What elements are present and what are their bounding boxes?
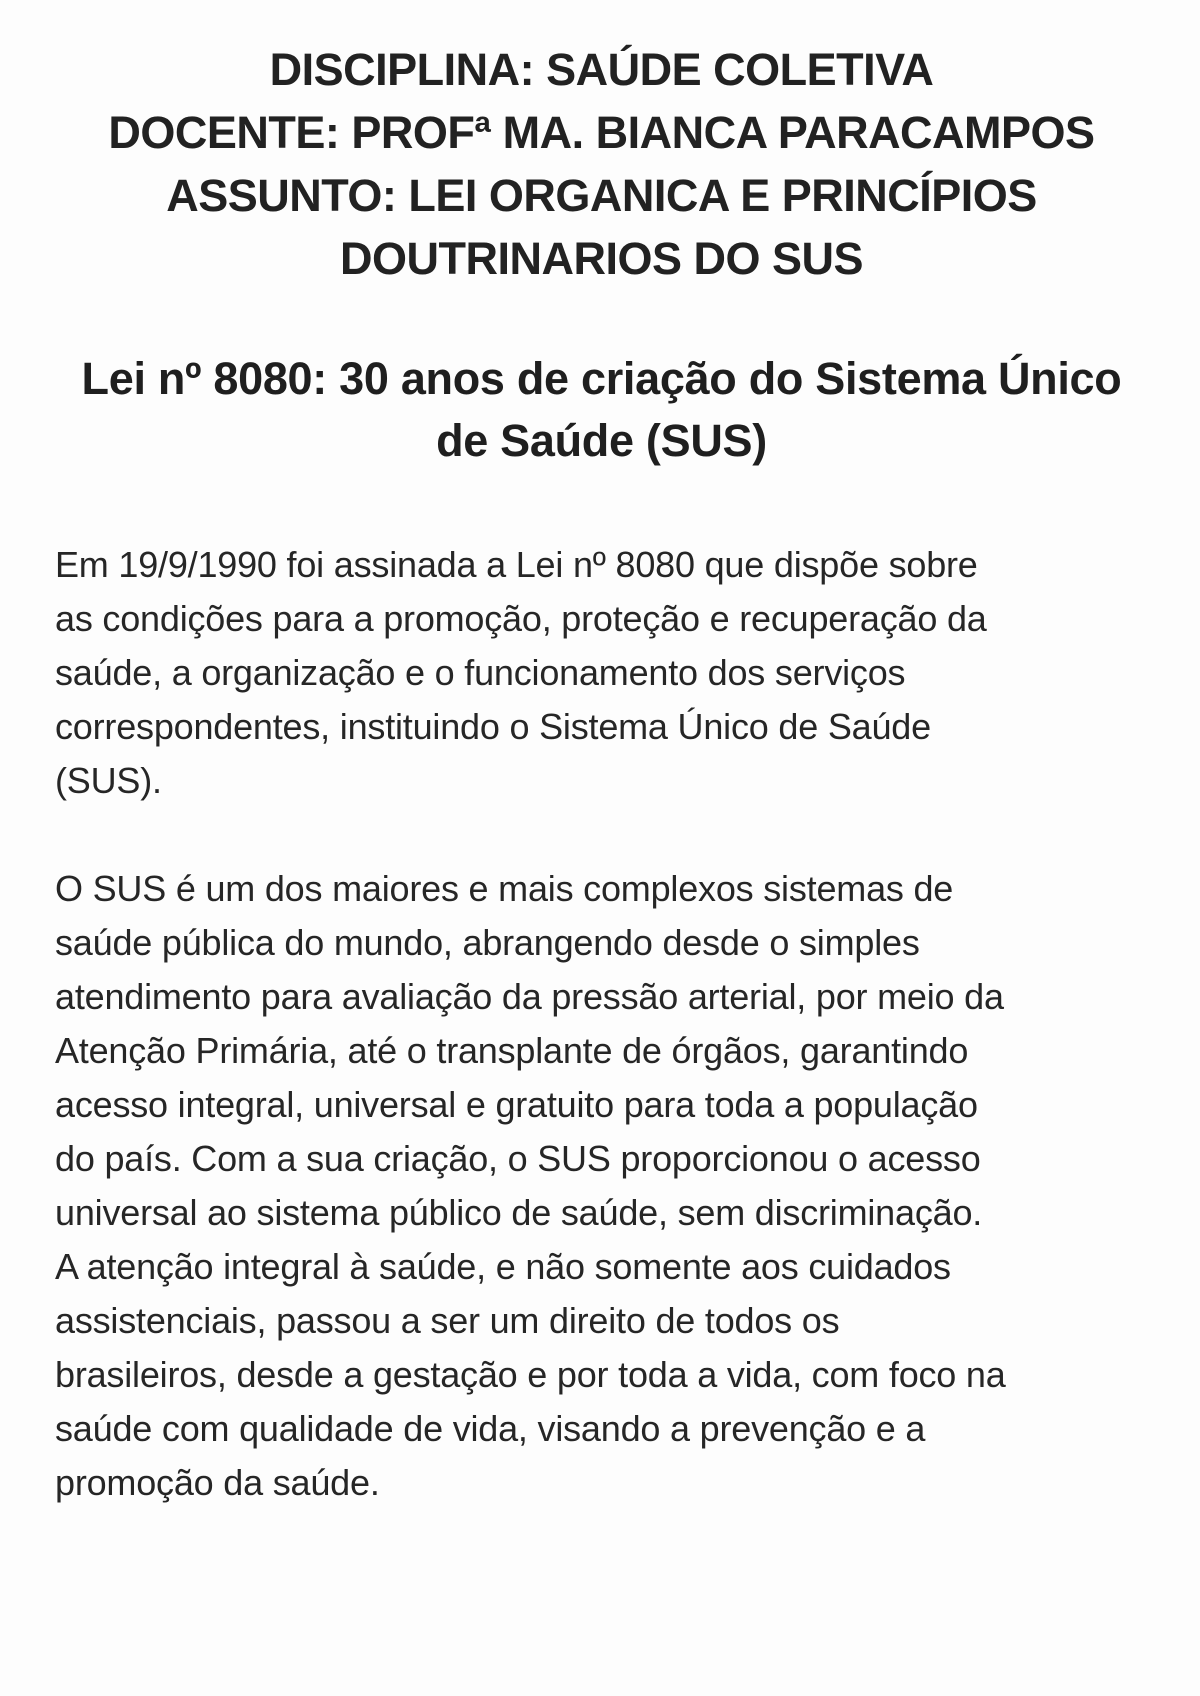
paragraph-line: correspondentes, instituindo o Sistema Único de Saúde — [55, 706, 931, 747]
paragraph-line: universal ao sistema público de saúde, sem discriminação. — [55, 1192, 983, 1233]
paragraph-line: promoção da saúde. — [55, 1462, 380, 1503]
course-header — [55, 38, 1148, 290]
paragraph-line: Atenção Primária, até o transplante de órgãos, garantindo — [55, 1030, 969, 1071]
course-teacher-line: DOCENTE: PROFª MA. BIANCA PARACAMPOS — [108, 107, 1095, 158]
course-subject-line: ASSUNTO: LEI ORGANICA E PRINCÍPIOS — [166, 170, 1037, 221]
paragraph-line: as condições para a promoção, proteção e recuperação da — [55, 598, 987, 639]
paragraph-line: atendimento para avaliação da pressão arterial, por meio da — [55, 976, 1004, 1017]
course-discipline-line: DISCIPLINA: SAÚDE COLETIVA — [269, 44, 934, 95]
paragraph-sus-description — [55, 862, 1148, 1510]
article-title — [55, 348, 1148, 472]
paragraph-line: A atenção integral à saúde, e não somente aos cuidados — [55, 1246, 951, 1287]
paragraph-law-signing — [55, 538, 1148, 808]
paragraph-line: saúde, a organização e o funcionamento dos serviços — [55, 652, 906, 693]
article-title-line: Lei nº 8080: 30 anos de criação do Sistema Único — [81, 353, 1122, 404]
paragraph-line: brasileiros, desde a gestação e por toda a vida, com foco na — [55, 1354, 1006, 1395]
paragraph-line: do país. Com a sua criação, o SUS proporcionou o acesso — [55, 1138, 981, 1179]
course-subject-line-continued: DOUTRINARIOS DO SUS — [339, 233, 864, 284]
paragraph-line: (SUS). — [55, 760, 162, 801]
paragraph-line: saúde pública do mundo, abrangendo desde o simples — [55, 922, 920, 963]
paragraph-line: Em 19/9/1990 foi assinada a Lei nº 8080 que dispõe sobre — [55, 544, 978, 585]
paragraph-line: acesso integral, universal e gratuito para toda a população — [55, 1084, 978, 1125]
paragraph-line: O SUS é um dos maiores e mais complexos sistemas de — [55, 868, 954, 909]
paragraph-line: assistenciais, passou a ser um direito de todos os — [55, 1300, 840, 1341]
paragraph-line: saúde com qualidade de vida, visando a prevenção e a — [55, 1408, 926, 1449]
article-title-line: de Saúde (SUS) — [436, 415, 767, 466]
